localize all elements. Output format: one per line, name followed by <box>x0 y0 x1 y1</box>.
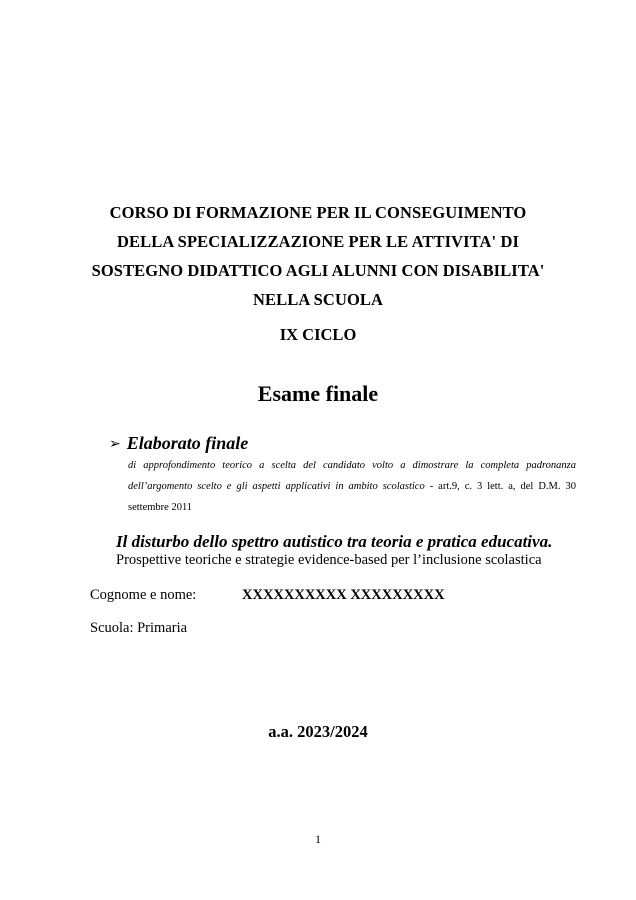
elaborato-description-reference: - art.9, c. 3 lett. a, del D.M. 30 settembre 2011 <box>128 481 576 513</box>
thesis-title: Il disturbo dello spettro autistico tra teoria e pratica educativa. <box>116 532 553 551</box>
page-number: 1 <box>315 832 321 846</box>
elaborato-description <box>128 455 576 518</box>
course-title-line-2: DELLA SPECIALIZZAZIONE PER LE ATTIVITA' DI <box>117 232 519 251</box>
course-title-line-3: SOSTEGNO DIDATTICO AGLI ALUNNI CON DISABILITA' <box>91 261 545 280</box>
candidate-name-value: XXXXXXXXXX XXXXXXXXX <box>242 587 445 603</box>
cycle-label: IX CICLO <box>279 325 357 344</box>
academic-year: a.a. 2023/2024 <box>268 722 368 741</box>
candidate-school: Scuola: Primaria <box>90 620 188 636</box>
arrow-bullet-icon: ➢ <box>109 436 121 452</box>
course-title <box>60 198 576 314</box>
candidate-name-label: Cognome e nome: <box>90 587 197 603</box>
elaborato-heading-row <box>109 433 248 454</box>
elaborato-description-italic: di approfondimento teorico a scelta del candidato volto a dimostrare la completa padronanza dell’argomento scelto e gli aspetti applicativi in ambito scolastico <box>128 460 576 492</box>
exam-title: Esame finale <box>257 381 379 406</box>
elaborato-heading: Elaborato finale <box>126 433 249 453</box>
course-title-line-1: CORSO DI FORMAZIONE PER IL CONSEGUIMENTO <box>109 203 527 222</box>
course-title-line-4: NELLA SCUOLA <box>252 290 384 309</box>
thesis-subtitle: Prospettive teoriche e strategie evidence-based per l’inclusione scolastica <box>116 552 542 568</box>
